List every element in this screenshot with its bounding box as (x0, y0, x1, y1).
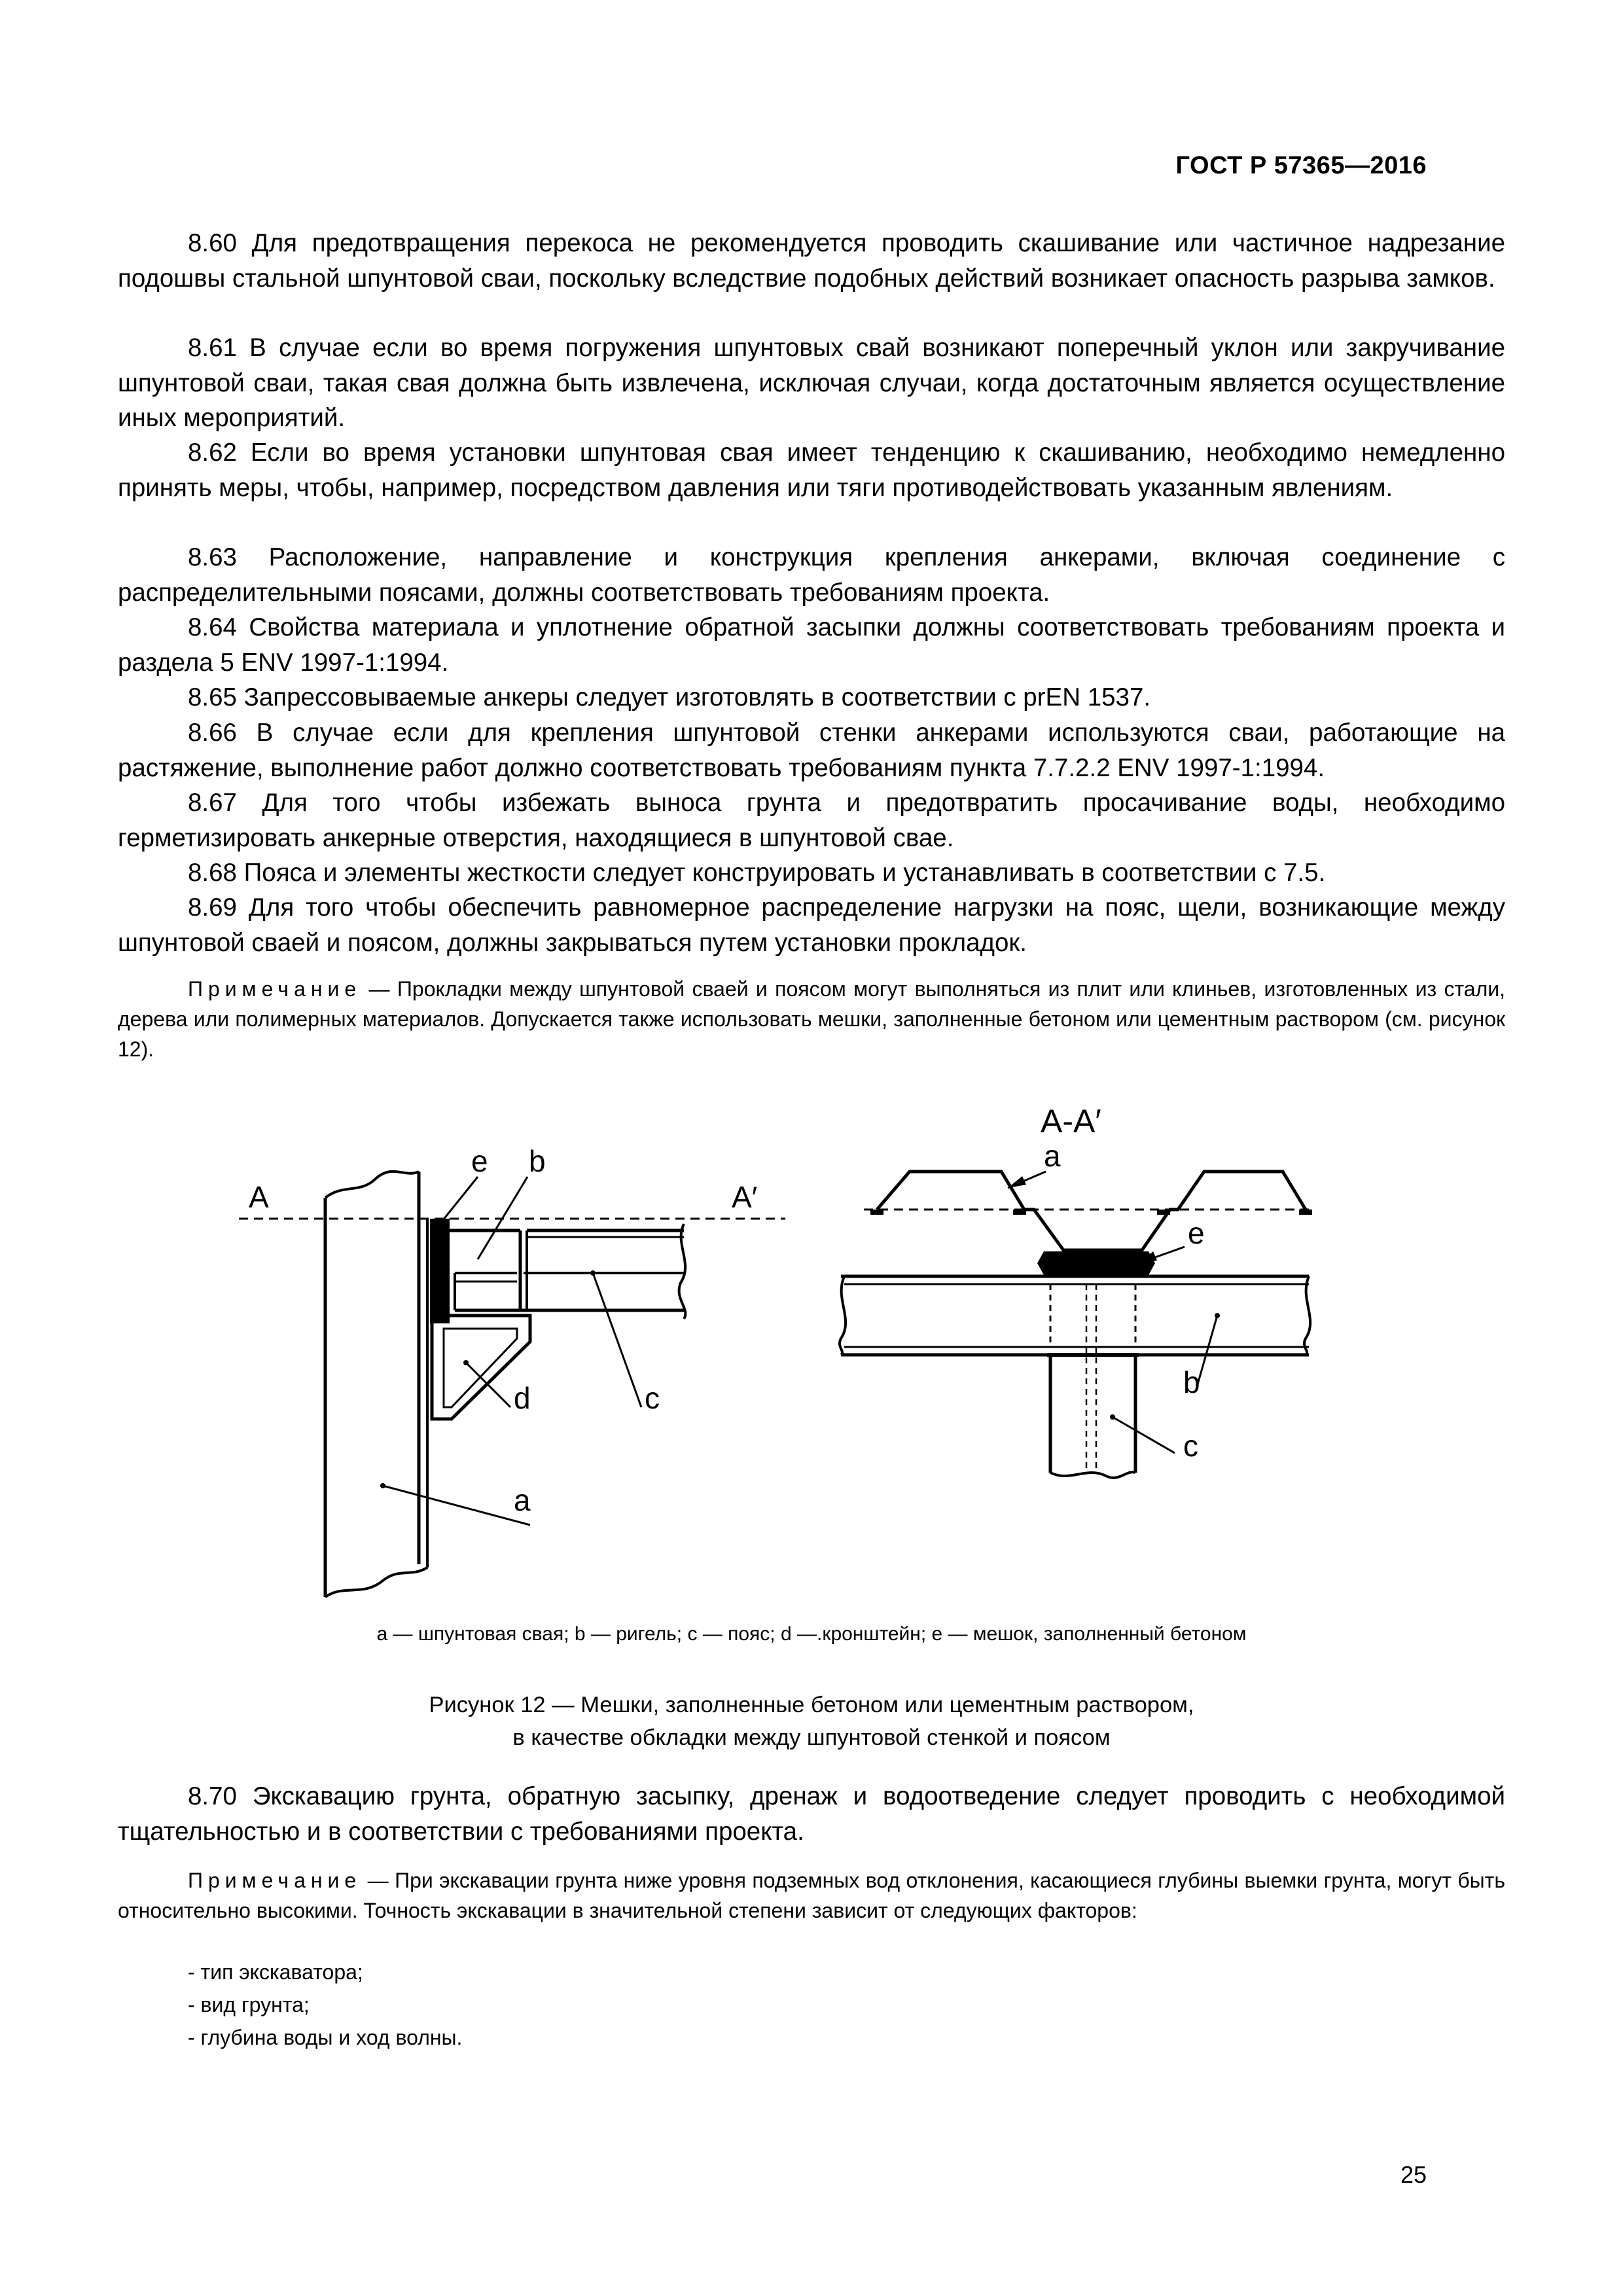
label-A: A (249, 1180, 269, 1214)
figure-caption (0, 1689, 1623, 1754)
label-e-left: e (471, 1144, 488, 1178)
note-2-label: Примечание (188, 1869, 362, 1892)
right-view-labels (1041, 1103, 1205, 1463)
paragraph-8-60: 8.60 Для предотвращения перекоса не рекомендуется проводить скашивание или частичное надрезание подошвы стальной шпунтовой сваи, поскольку вследствие подобных действий возникает опасность разрыва замков. (118, 229, 1505, 293)
paragraph-8-66: 8.66 В случае если для крепления шпунтовой стенки анкерами используются сваи, работающие на растяжение, выполнение работ должно соответствовать требованиям пункта 7.7.2.2 ENV 1997-1:1994. (118, 719, 1505, 782)
note-1-text: — Прокладки между шпунтовой сваей и поясом могут выполняться из плит или клиньев, изготовленных из стали, дерева или полимерных материалов. Допускается также использовать мешки, заполненные бетоном или цементным раствором (см. рисунок 12). (118, 977, 1505, 1061)
label-b-left: b (529, 1144, 546, 1178)
list-item-soil: - вид грунта; (188, 1993, 310, 2017)
concrete-bag-e (1037, 1251, 1155, 1275)
left-view (239, 1172, 785, 1597)
figure-caption-line-2: в качестве обкладки между шпунтовой стенкой и поясом (512, 1725, 1111, 1750)
right-view (840, 1172, 1312, 1478)
paragraph-8-65: 8.65 Запрессовываемые анкеры следует изготовлять в соответствии с prEN 1537. (188, 683, 1151, 711)
label-A-prime: A′ (732, 1180, 758, 1214)
label-a-left: a (514, 1483, 531, 1517)
note-2 (118, 1865, 1505, 1926)
label-e-right: e (1188, 1216, 1205, 1250)
left-view-dots (380, 1270, 596, 1488)
paragraph-8-62: 8.62 Если во время установки шпунтовая свая имеет тенденцию к скашиванию, необходимо немедленно принять меры, чтобы, например, посредством давления или тяги противодействовать указанным явлениям. (118, 439, 1505, 502)
note-1-label: Примечание (188, 977, 362, 1001)
list-item-excavator: - тип экскаватора; (188, 1960, 363, 1984)
label-b-right: b (1183, 1365, 1200, 1399)
figure-legend: a — шпунтовая свая; b — ригель; c — пояс; d —.кронштейн; e — мешок, заполненный бетоном (376, 1623, 1247, 1645)
figure-caption-line-1: Рисунок 12 — Мешки, заполненные бетоном или цементным раствором, (429, 1693, 1194, 1717)
list-item-water: - глубина воды и ход волны. (188, 2026, 463, 2049)
label-c-right: c (1183, 1429, 1198, 1463)
paragraph-8-63: 8.63 Расположение, направление и конструкция крепления анкерами, включая соединение с распределительными поясами, должны соответствовать требованиям проекта. (118, 543, 1505, 607)
label-d-left: d (514, 1381, 531, 1415)
paragraph-8-70: 8.70 Экскавацию грунта, обратную засыпку, дренаж и водоотведение следует проводить с необходимой тщательностью и в соответствии с требованиями проекта. (118, 1782, 1505, 1846)
label-section-AA: A-A′ (1041, 1103, 1101, 1139)
standard-code: ГОСТ Р 57365—2016 (1175, 152, 1427, 179)
paragraph-8-61: 8.61 В случае если во время погружения шпунтовых свай возникают поперечный уклон или закручивание шпунтовой сваи, такая свая должна быть извлечена, исключая случаи, когда достаточным является осуществление иных мероприятий. (118, 334, 1505, 432)
paragraph-8-67: 8.67 Для того чтобы избежать выноса грунта и предотвратить просачивание воды, необходимо герметизировать анкерные отверстия, находящиеся в шпунтовой свае. (118, 789, 1505, 852)
paragraph-8-68: 8.68 Пояса и элементы жесткости следует конструировать и устанавливать в соответствии с 7.5. (188, 859, 1326, 887)
note-2-text: — При экскавации грунта ниже уровня подземных вод отклонения, касающиеся глубины выемки грунта, могут быть относительно высокими. Точность экскавации в значительной степени зависит от следующих факторов: (118, 1869, 1505, 1922)
label-a-right: a (1044, 1139, 1061, 1173)
label-c-left: c (645, 1381, 660, 1415)
page-number: 25 (1400, 2161, 1427, 2188)
paragraph-8-69: 8.69 Для того чтобы обеспечить равномерное распределение нагрузки на пояс, щели, возникающие между шпунтовой сваей и поясом, должны закрываться путем установки прокладок. (118, 893, 1505, 957)
paragraph-8-64: 8.64 Свойства материала и уплотнение обратной засыпки должны соответствовать требованиям проекта и раздела 5 ENV 1997-1:1994. (118, 613, 1505, 677)
